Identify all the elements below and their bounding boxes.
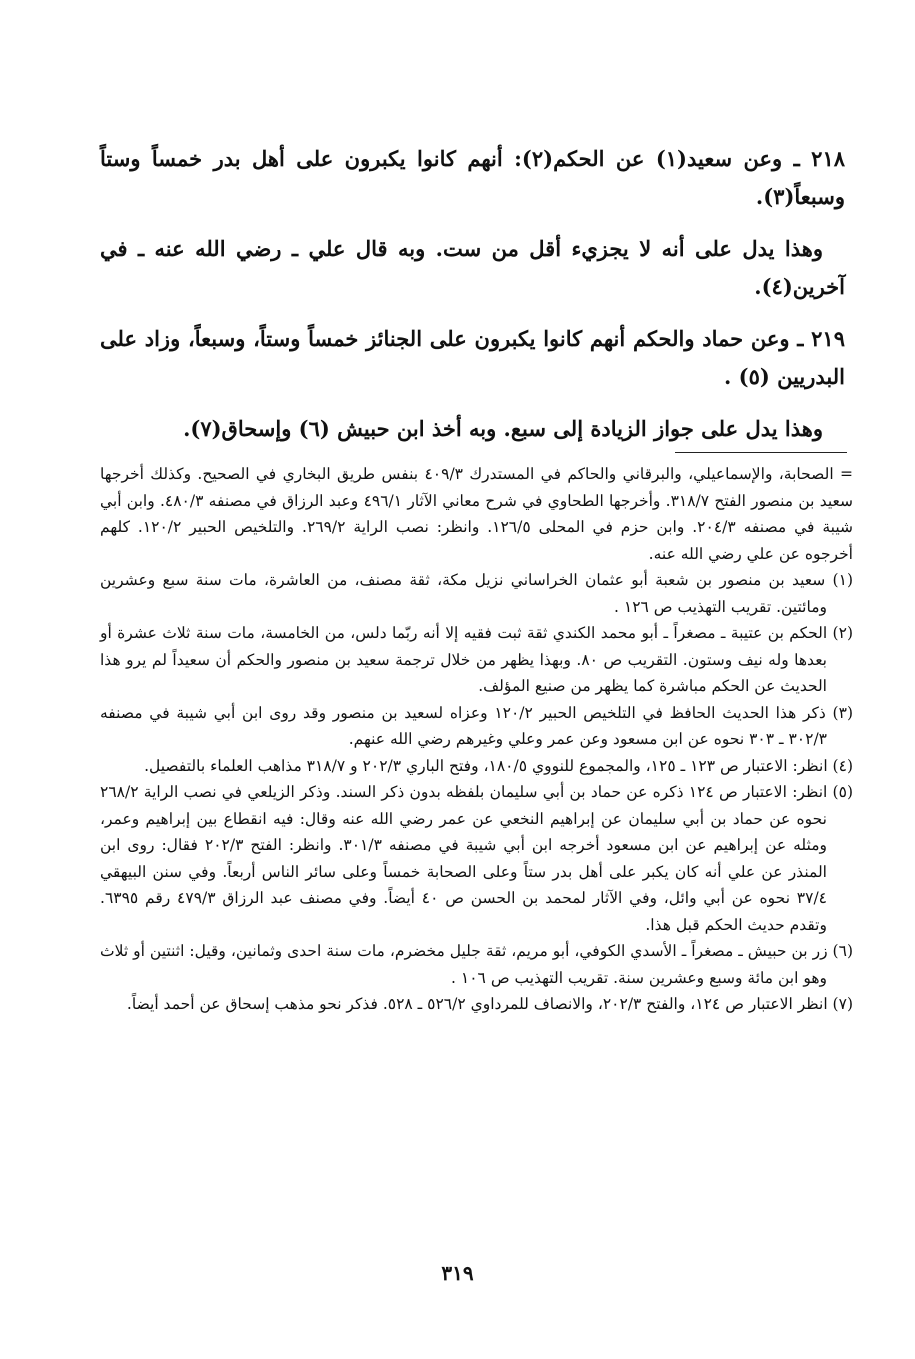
paragraph-commentary-1: وهذا يدل على أنه لا يجزيء أقل من ست. وبه قال علي ـ رضي الله عنه ـ في آخرين(٤). <box>100 236 845 299</box>
footnote-7: (٧) انظر الاعتبار ص ١٢٤، والفتح ٢٠٢/٣، والانصاف للمرداوي ٥٢٦/٢ ـ ٥٢٨. فذكر نحو مذهب إسحاق عن أحمد أيضاً. <box>126 995 853 1013</box>
footnote-6: (٦) زر بن حبيش ـ مصغراً ـ الأسدي الكوفي، أبو مريم، ثقة جليل مخضرم، مات سنة احدى وثمانين، وقيل: اثنتين أو ثلاث وهو ابن مائة وسبع وعشرين سنة. تقريب التهذيب ص ١٠٦ . <box>100 942 853 987</box>
footnote-5: (٥) انظر: الاعتبار ص ١٢٤ ذكره عن حماد بن أبي سليمان بلفظه بدون ذكر السند. وذكر الزيلعي في نصب الراية ٢٦٨/٢ نحوه عن حماد بن أبي سليمان عن إبراهيم النخعي عن عمر رضي الله عنه وقال: فيه انقطاع بين إبراهيم وعمر، ومثله عن إبراهيم عن ابن مسعود أخرجه ابن أبي شيبة في مصنفه ٣٠١/٣. وانظر: الفتح ٢٠٢/٣ فقال: روى ابن المنذر عن علي أنه كان يكبر على أهل بدر ستاً وعلى الصحابة خمساً وعلى سائر الناس أربعاً. وفي سنن البيهقي ٣٧/٤ نحوه عن أبي وائل، وفي الآثار لمحمد بن الحسن ص ٤٠ أيضاً. وفي مصنف عبد الرزاق ٤٧٩/٣ رقم ٦٣٩٥. وتقدم حديث الحكم قبل هذا. <box>100 783 853 934</box>
paragraph-218: ٢١٨ ـ وعن سعيد(١) عن الحكم(٢): أنهم كانوا يكبرون على أهل بدر خمساً وستاً وسبعاً(٣). <box>100 146 846 209</box>
footnote-continuation: = الصحابة، والإسماعيلي، والبرقاني والحاكم في المستدرك ٤٠٩/٣ بنفس طريق البخاري في الصحيح. وكذلك أخرجها سعيد بن منصور الفتح ٣١٨/٧. وأخرجها الطحاوي في شرح معاني الآثار ٤٩٦/١ وعبد الرزاق في مصنفه ٤٨٠/٣. وابن أبي شيبة في مصنفه ٢٠٤/٣. وابن حزم في المحلى ١٢٦/٥. وانظر: نصب الراية ٢٦٩/٢. والتلخيص الحبير ١٢٠/٢. كلهم أخرجوه عن علي رضي الله عنه. <box>100 465 853 563</box>
footnotes <box>100 461 853 1018</box>
footnote-2: (٢) الحكم بن عتيبة ـ مصغراً ـ أبو محمد الكندي ثقة ثبت فقيه إلا أنه ربّما دلس، من الخامسة، مات سنة ثلاث عشرة أو بعدها وله نيف وستون. التقريب ص ٨٠. وبهذا يظهر من خلال ترجمة سعيد بن منصور والحكم أن سعيداً لم يرو هذا الحديث عن الحكم مباشرة كما يظهر من صنيع المؤلف. <box>100 624 853 695</box>
paragraph-commentary-2: وهذا يدل على جواز الزيادة إلى سبع. وبه أخذ ابن حبيش (٦) وإسحاق(٧). <box>183 416 823 441</box>
page-number: ٣١٩ <box>441 1261 474 1285</box>
footnote-3: (٣) ذكر هذا الحديث الحافظ في التلخيص الحبير ١٢٠/٢ وعزاه لسعيد بن منصور وقد روى ابن أبي شيبة في مصنفه ٣٠٢/٣ ـ ٣٠٣ نحوه عن ابن مسعود وعن عمر وعلي وغيرهم رضي الله عنهم. <box>100 703 853 748</box>
footnote-1: (١) سعيد بن منصور بن شعبة أبو عثمان الخراساني نزيل مكة، ثقة مصنف، من العاشرة، مات سنة سبع وعشرين ومائتين. تقريب التهذيب ص ١٢٦ . <box>100 571 853 616</box>
footnote-separator <box>675 452 847 453</box>
main-text <box>100 140 845 448</box>
footnote-4: (٤) انظر: الاعتبار ص ١٢٣ ـ ١٢٥، والمجموع للنووي ١٨٠/٥، وفتح الباري ٢٠٢/٣ و ٣١٨/٧ مذاهب العلماء بالتفصيل. <box>144 756 853 775</box>
paragraph-219: ٢١٩ ـ وعن حماد والحكم أنهم كانوا يكبرون على الجنائز خمساً وستاً، وسبعاً، وزاد على البدريين (٥) . <box>100 326 845 389</box>
